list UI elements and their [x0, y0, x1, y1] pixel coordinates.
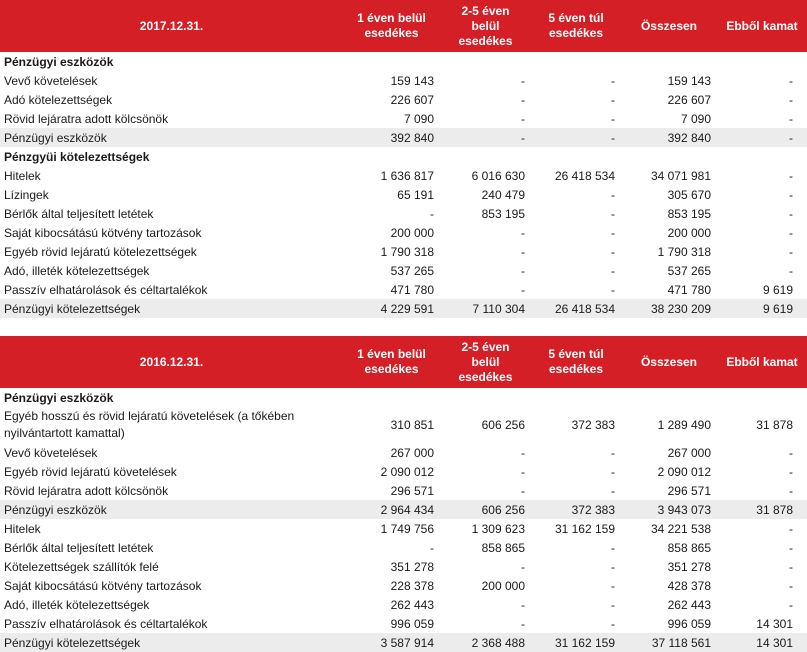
table-row [0, 242, 807, 261]
cell-col-2: - [521, 263, 525, 278]
cell-col-1: 65 191 [397, 187, 434, 202]
header-col-1 [343, 336, 440, 388]
header-label: Összesen [640, 354, 698, 369]
table-row [0, 223, 807, 242]
table-row [0, 407, 807, 443]
cell-col-5: - [789, 263, 793, 278]
row-label: Vevő követelések [4, 73, 98, 88]
cell-col-3: - [611, 616, 615, 631]
cell-col-4: 38 230 209 [650, 301, 711, 316]
total-row [0, 633, 807, 652]
row-label: Passzív elhatárolások és céltartalékok [4, 282, 208, 297]
cell-col-1: 7 090 [403, 111, 434, 126]
cell-col-5: - [789, 225, 793, 240]
cell-col-5: - [789, 464, 793, 479]
header-col-2 [440, 336, 531, 388]
cell-col-5: 14 301 [756, 635, 793, 650]
header-label: 5 éven túl esedékes [548, 11, 604, 40]
row-label: Adó kötelezettségek [4, 92, 113, 107]
cell-col-4: 351 278 [667, 559, 711, 574]
cell-col-1: 392 840 [390, 130, 434, 145]
cell-col-1: 262 443 [390, 597, 434, 612]
row-label: Pénzügyi kötelezettségek [4, 301, 141, 316]
cell-col-4: 226 607 [667, 92, 711, 107]
cell-col-4: 996 059 [667, 616, 711, 631]
cell-col-1: 310 851 [390, 418, 434, 432]
cell-col-3: - [611, 464, 615, 479]
table-row [0, 481, 807, 500]
cell-col-1: 351 278 [390, 559, 434, 574]
cell-col-5: - [789, 597, 793, 612]
header-col-1 [343, 0, 440, 52]
cell-col-3: 26 418 534 [554, 301, 615, 316]
cell-col-2: 2 368 488 [471, 635, 525, 650]
cell-col-3: - [611, 187, 615, 202]
cell-col-3: - [611, 206, 615, 221]
cell-col-1: 159 143 [390, 73, 434, 88]
cell-col-5: 31 878 [756, 418, 793, 432]
table-row [0, 595, 807, 614]
cell-col-5: - [789, 187, 793, 202]
cell-col-4: 296 571 [667, 483, 711, 498]
cell-col-2: 606 256 [481, 502, 525, 517]
cell-col-3: - [611, 225, 615, 240]
total-row [0, 299, 807, 318]
cell-col-3: - [611, 282, 615, 297]
cell-col-1: 267 000 [390, 445, 434, 460]
cell-col-1: 200 000 [390, 225, 434, 240]
table-row [0, 204, 807, 223]
table-row [0, 90, 807, 109]
cell-col-1: 1 749 756 [380, 521, 434, 536]
cell-col-2: - [521, 92, 525, 107]
header-label: 5 éven túl esedékes [548, 347, 604, 376]
table-row [0, 280, 807, 299]
cell-col-5: - [789, 111, 793, 126]
cell-col-5: - [789, 92, 793, 107]
row-label: Egyéb hosszú és rövid lejáratú követelések (a tőkében nyilvántartott kamattal) [4, 409, 295, 440]
cell-col-1: - [430, 540, 434, 555]
cell-col-4: 858 865 [667, 540, 711, 555]
header-col-5 [717, 336, 807, 388]
section-row [0, 388, 807, 407]
header-col-4 [621, 0, 717, 52]
row-label: Egyéb rövid lejáratú kötelezettségek [4, 244, 197, 259]
cell-col-4: 267 000 [667, 445, 711, 460]
table-row [0, 109, 807, 128]
cell-col-2: 606 256 [481, 418, 525, 432]
table-row [0, 185, 807, 204]
header-col-2 [440, 0, 531, 52]
cell-col-2: - [521, 111, 525, 126]
header-col-5 [717, 0, 807, 52]
cell-col-2: - [521, 483, 525, 498]
cell-col-3: - [611, 578, 615, 593]
cell-col-4: 471 780 [667, 282, 711, 297]
row-label: Saját kibocsátású kötvény tartozások [4, 225, 202, 240]
cell-col-4: 159 143 [667, 73, 711, 88]
cell-col-5: - [789, 244, 793, 259]
cell-col-1: 537 265 [390, 263, 434, 278]
cell-col-3: - [611, 445, 615, 460]
cell-col-5: - [789, 168, 793, 183]
header-year: 2017.12.31. [139, 18, 204, 33]
table-row [0, 538, 807, 557]
header-label: 2-5 éven belül esedékes [458, 3, 513, 48]
cell-col-2: - [521, 464, 525, 479]
cell-col-2: 858 865 [481, 540, 525, 555]
row-label: Hitelek [4, 521, 41, 536]
cell-col-5: - [789, 130, 793, 145]
cell-col-4: 392 840 [667, 130, 711, 145]
row-label: Bérlők által teljesített letétek [4, 206, 154, 221]
cell-col-2: 6 016 630 [471, 168, 525, 183]
cell-col-4: 537 265 [667, 263, 711, 278]
cell-col-2: - [521, 559, 525, 574]
cell-col-3: - [611, 597, 615, 612]
header-year: 2016.12.31. [139, 354, 204, 369]
cell-col-3: - [611, 263, 615, 278]
cell-col-1: 2 090 012 [380, 464, 434, 479]
cell-col-2: 7 110 304 [472, 301, 525, 316]
cell-col-5: - [789, 521, 793, 536]
table-row [0, 557, 807, 576]
row-label: Egyéb rövid lejáratú követelések [4, 464, 177, 479]
cell-col-2: 1 309 623 [471, 521, 525, 536]
table-row [0, 443, 807, 462]
row-label: Pénzügyi eszközök [4, 54, 114, 69]
row-label: Kötelezettségek szállítók felé [4, 559, 159, 574]
cell-col-2: - [521, 616, 525, 631]
cell-col-3: - [611, 111, 615, 126]
row-label: Bérlők által teljesített letétek [4, 540, 154, 555]
cell-col-1: 296 571 [390, 483, 434, 498]
table-row [0, 166, 807, 185]
cell-col-2: - [521, 445, 525, 460]
row-label: Adó, illeték kötelezettségek [4, 263, 150, 278]
cell-col-3: - [611, 540, 615, 555]
cell-col-4: 1 790 318 [657, 244, 711, 259]
cell-col-4: 37 118 561 [651, 635, 711, 650]
cell-col-5: 31 878 [756, 502, 793, 517]
cell-col-1: 1 790 318 [380, 244, 434, 259]
row-label: Rövid lejáratra adott kölcsönök [4, 111, 169, 126]
cell-col-4: 34 221 538 [650, 521, 711, 536]
cell-col-4: 262 443 [667, 597, 711, 612]
total-row [0, 500, 807, 519]
cell-col-2: 240 479 [481, 187, 525, 202]
cell-col-5: 9 619 [762, 282, 793, 297]
row-label: Saját kibocsátású kötvény tartozások [4, 578, 202, 593]
table-header [0, 0, 807, 52]
cell-col-2: - [521, 597, 525, 612]
cell-col-4: 305 670 [667, 187, 711, 202]
cell-col-3: - [611, 73, 615, 88]
cell-col-3: - [611, 130, 615, 145]
cell-col-3: 372 383 [571, 502, 615, 517]
table-2017 [0, 0, 807, 318]
cell-col-3: - [611, 483, 615, 498]
total-row [0, 128, 807, 147]
cell-col-5: 9 619 [762, 301, 793, 316]
header-label: 1 éven belül esedékes [357, 11, 426, 40]
header-col-4 [621, 336, 717, 388]
cell-col-5: - [789, 445, 793, 460]
cell-col-3: 372 383 [571, 418, 615, 432]
row-label: Pénzügyi eszközök [4, 502, 107, 517]
cell-col-5: - [789, 73, 793, 88]
cell-col-5: - [789, 483, 793, 498]
cell-col-5: - [789, 559, 793, 574]
table-row [0, 261, 807, 280]
cell-col-5: 14 301 [756, 616, 793, 631]
cell-col-1: 1 636 817 [380, 168, 434, 183]
table-row [0, 71, 807, 90]
row-label: Pénzügyi eszközök [4, 130, 107, 145]
cell-col-5: - [789, 540, 793, 555]
cell-col-4: 3 943 073 [657, 502, 711, 517]
header-col-3 [531, 336, 621, 388]
header-label: 1 éven belül esedékes [357, 347, 426, 376]
table-row [0, 519, 807, 538]
row-label: Passzív elhatárolások és céltartalékok [4, 616, 208, 631]
cell-col-1: 3 587 914 [380, 635, 434, 650]
cell-col-1: 996 059 [390, 616, 434, 631]
cell-col-1: 2 964 434 [380, 502, 434, 517]
cell-col-3: - [611, 559, 615, 574]
cell-col-4: 34 071 981 [650, 168, 711, 183]
table-row [0, 614, 807, 633]
cell-col-2: - [521, 130, 525, 145]
cell-col-2: - [521, 73, 525, 88]
cell-col-4: 7 090 [680, 111, 711, 126]
cell-col-1: - [430, 206, 434, 221]
cell-col-1: 228 378 [390, 578, 434, 593]
cell-col-5: - [789, 578, 793, 593]
cell-col-3: - [611, 92, 615, 107]
table-header [0, 336, 807, 388]
cell-col-2: - [521, 244, 525, 259]
cell-col-4: 2 090 012 [657, 464, 711, 479]
table-2016 [0, 336, 807, 652]
cell-col-3: 26 418 534 [554, 168, 615, 183]
cell-col-2: 200 000 [481, 578, 525, 593]
row-label: Hitelek [4, 168, 41, 183]
row-label: Adó, illeték kötelezettségek [4, 597, 150, 612]
section-row [0, 147, 807, 166]
cell-col-5: - [789, 206, 793, 221]
cell-col-4: 853 195 [667, 206, 711, 221]
table-row [0, 462, 807, 481]
cell-col-3: 31 162 159 [554, 635, 615, 650]
cell-col-2: - [521, 282, 525, 297]
cell-col-4: 200 000 [667, 225, 711, 240]
row-label: Pénzügyi kötelezettségek [4, 635, 141, 650]
header-col-3 [531, 0, 621, 52]
table-row [0, 576, 807, 595]
header-label: Összesen [640, 18, 698, 33]
row-label: Vevő követelések [4, 445, 98, 460]
cell-col-4: 1 289 490 [657, 418, 711, 432]
row-label: Lízingek [4, 187, 49, 202]
cell-col-1: 4 229 591 [380, 301, 434, 316]
row-label: Rövid lejáratra adott kölcsönök [4, 483, 169, 498]
header-label: 2-5 éven belül esedékes [458, 339, 513, 384]
header-label: Ebből kamat [726, 18, 798, 33]
header-label: Ebből kamat [726, 354, 798, 369]
cell-col-4: 428 378 [667, 578, 711, 593]
cell-col-2: - [521, 225, 525, 240]
row-label: Pénzgyüi kötelezettségek [4, 149, 150, 164]
row-label: Pénzügyi eszközök [4, 390, 114, 405]
cell-col-3: 31 162 159 [554, 521, 615, 536]
cell-col-1: 471 780 [390, 282, 434, 297]
cell-col-2: 853 195 [481, 206, 525, 221]
cell-col-1: 226 607 [390, 92, 434, 107]
section-row [0, 52, 807, 71]
cell-col-3: - [611, 244, 615, 259]
